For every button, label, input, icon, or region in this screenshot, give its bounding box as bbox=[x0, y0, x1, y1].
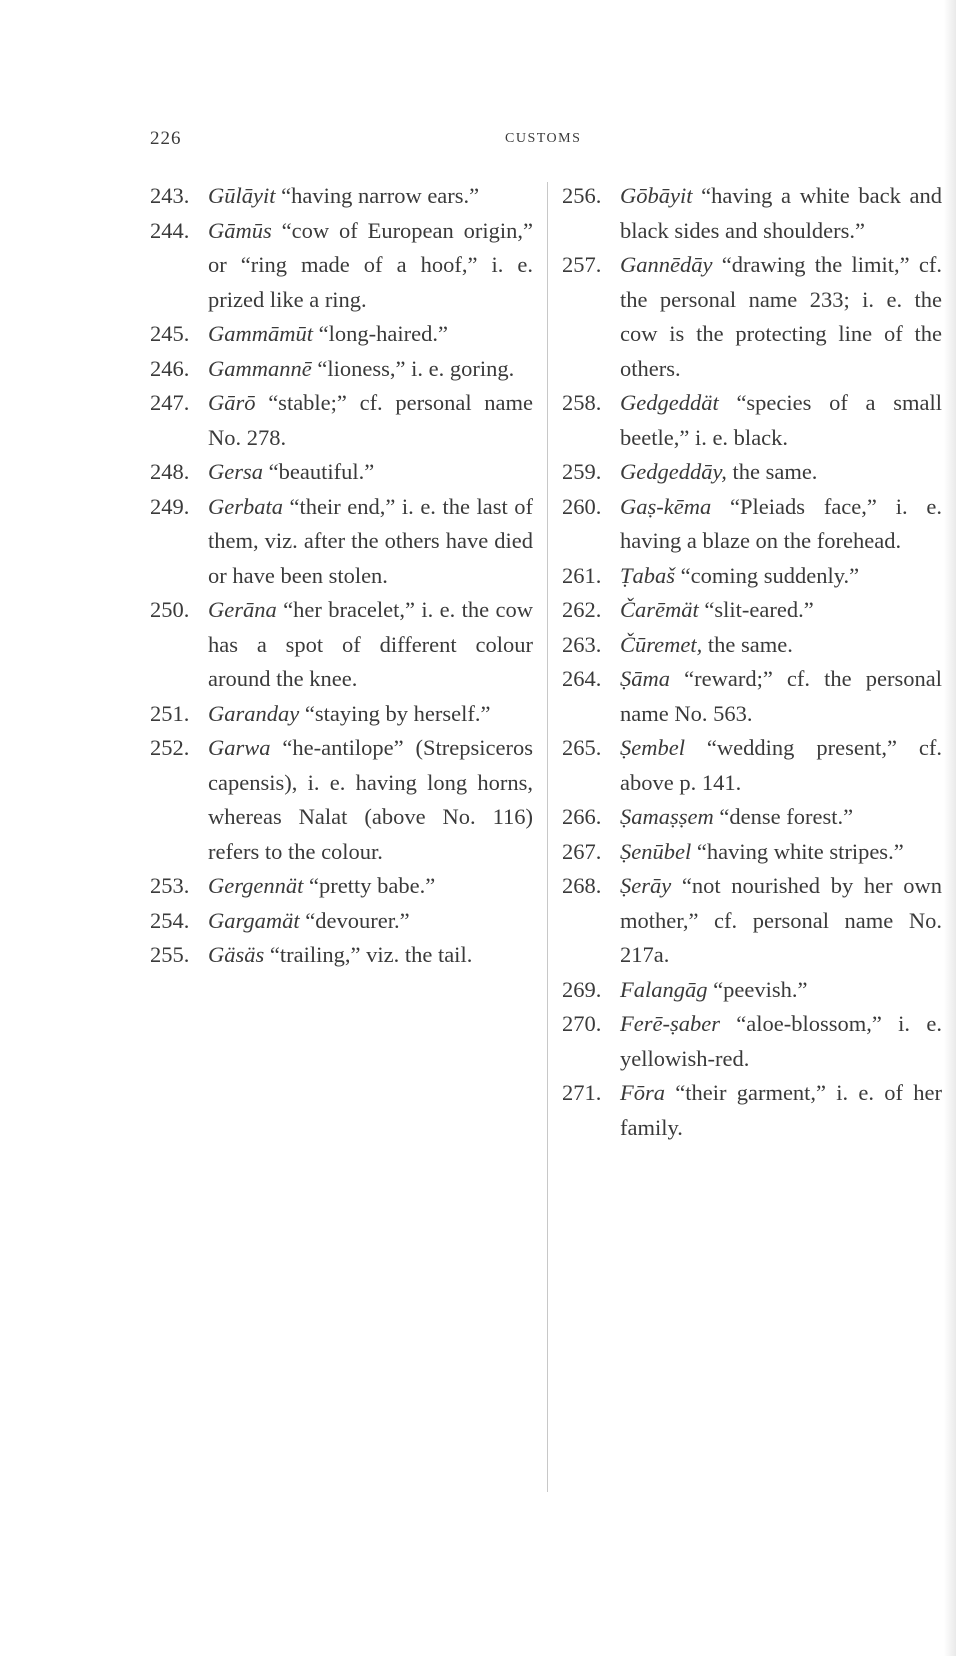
right-column bbox=[562, 179, 942, 1145]
entry-body bbox=[620, 490, 942, 559]
entry bbox=[562, 386, 942, 455]
entry-number: 259. bbox=[562, 459, 602, 484]
entry-body bbox=[208, 593, 533, 697]
entry-body bbox=[208, 352, 533, 387]
entry-definition: “her bracelet,” i. e. the cow has a spot of different colour around the knee. bbox=[208, 597, 533, 691]
entry-body bbox=[620, 559, 942, 594]
entry-number: 261. bbox=[562, 562, 602, 588]
entry-term: Gōbāyit bbox=[620, 183, 693, 208]
entry-definition: “reward;” cf. the personal name No. 563. bbox=[620, 666, 942, 726]
entry-definition: “devourer.” bbox=[299, 907, 410, 933]
entry-definition: “lioness,” i. e. goring. bbox=[311, 355, 515, 381]
entry-term: Garanday bbox=[208, 700, 300, 726]
entry bbox=[562, 455, 942, 490]
entry-body bbox=[208, 904, 533, 939]
entry bbox=[150, 938, 533, 973]
entry bbox=[562, 1007, 942, 1076]
entry bbox=[150, 593, 533, 697]
entry-term: Ṭabaš bbox=[620, 562, 676, 588]
entry-body bbox=[620, 731, 942, 800]
entry-definition: “peevish.” bbox=[707, 976, 808, 1002]
entry-body bbox=[620, 248, 942, 386]
entry-term: Gāmūs bbox=[208, 217, 272, 243]
entry-definition: “having narrow ears.” bbox=[275, 183, 480, 208]
entry-body bbox=[620, 179, 942, 248]
entry-number: 253. bbox=[150, 873, 190, 898]
entry-term: Gerāna bbox=[208, 597, 277, 622]
entry-term: Čūremet, bbox=[620, 631, 703, 657]
entry-body bbox=[208, 386, 533, 455]
entry-definition: “staying by herself.” bbox=[299, 700, 491, 726]
entry-definition: “wedding present,” cf. above p. 141. bbox=[620, 735, 942, 795]
entry bbox=[562, 973, 942, 1008]
entry bbox=[150, 869, 533, 904]
entry-body bbox=[208, 869, 533, 904]
entry-definition: the same. bbox=[702, 631, 793, 657]
entry bbox=[150, 455, 533, 490]
entry-term: Ṣāma bbox=[620, 666, 670, 691]
entry-body bbox=[620, 869, 942, 973]
entry bbox=[562, 1076, 942, 1145]
entry-term: Gūlāyit bbox=[208, 183, 276, 208]
entry-term: Čarēmät bbox=[620, 597, 699, 622]
entry bbox=[562, 490, 942, 559]
entry-term: Gedgeddāy, bbox=[620, 459, 727, 484]
entry-term: Gedgeddät bbox=[620, 390, 719, 415]
entry-definition: “trailing,” viz. the tail. bbox=[264, 942, 473, 967]
entry-term: Ṣamaṣṣem bbox=[620, 804, 714, 829]
entry bbox=[562, 835, 942, 870]
entry-body bbox=[208, 490, 533, 594]
entry bbox=[150, 352, 533, 387]
entry bbox=[562, 662, 942, 731]
entry-body bbox=[620, 455, 942, 490]
entry-definition: “species of a small beetle,” i. e. black. bbox=[620, 390, 942, 450]
entry-definition: “cow of European origin,” or “ring made of a hoof,” i. e. prized like a ring. bbox=[208, 217, 533, 312]
entry-definition: “Pleiads face,” i. e. having a blaze on the forehead. bbox=[620, 493, 942, 553]
entry-definition: “long-haired.” bbox=[313, 321, 448, 346]
entry-number: 249. bbox=[150, 493, 190, 519]
left-column bbox=[150, 179, 533, 973]
entry-definition: “their garment,” i. e. of her family. bbox=[620, 1080, 942, 1140]
entry-body bbox=[620, 800, 942, 835]
entry-number: 258. bbox=[562, 390, 602, 415]
page-header bbox=[150, 128, 940, 152]
entry-term: Gargamät bbox=[208, 907, 300, 933]
entry-body bbox=[620, 593, 942, 628]
entry-number: 244. bbox=[150, 217, 190, 243]
entry-definition: the same. bbox=[726, 459, 818, 484]
entry-body bbox=[208, 455, 533, 490]
entry-definition: “beautiful.” bbox=[263, 459, 375, 484]
column-divider bbox=[547, 182, 548, 1492]
entry-definition: “having a white back and black sides and shoulders.” bbox=[620, 183, 942, 243]
entry bbox=[562, 869, 942, 973]
entry-number: 270. bbox=[562, 1011, 602, 1036]
entry-term: Gäsäs bbox=[208, 942, 265, 967]
entry-body bbox=[620, 386, 942, 455]
entry-term: Fōra bbox=[620, 1080, 665, 1105]
entry-definition: “coming suddenly.” bbox=[675, 562, 860, 588]
entry bbox=[150, 904, 533, 939]
entry bbox=[562, 800, 942, 835]
entry-number: 263. bbox=[562, 631, 602, 657]
entry bbox=[562, 731, 942, 800]
entry-term: Gārō bbox=[208, 390, 256, 415]
entry-body bbox=[620, 973, 942, 1008]
entry bbox=[562, 559, 942, 594]
entry-body bbox=[620, 662, 942, 731]
entry bbox=[562, 593, 942, 628]
entry-term: Gersa bbox=[208, 459, 263, 484]
entry-number: 266. bbox=[562, 804, 602, 829]
entry-term: Ferē-ṣaber bbox=[620, 1011, 720, 1036]
entry-number: 271. bbox=[562, 1080, 602, 1105]
entry-number: 265. bbox=[562, 735, 602, 760]
entry-definition: “pretty babe.” bbox=[303, 873, 436, 898]
entry-body bbox=[208, 697, 533, 732]
entry-body bbox=[620, 1007, 942, 1076]
entry-body bbox=[620, 1076, 942, 1145]
entry-term: Ṣenūbel bbox=[620, 838, 692, 864]
entry-body bbox=[620, 835, 942, 870]
entry-definition: “their end,” i. e. the last of them, viz. after the others have died or have been stolen. bbox=[208, 493, 533, 588]
page-number: 226 bbox=[150, 128, 182, 149]
entry-body bbox=[620, 628, 942, 663]
entry-number: 267. bbox=[562, 838, 602, 864]
entry-definition: “having white stripes.” bbox=[691, 838, 904, 864]
entry-definition: “aloe-blossom,” i. e. yellowish-red. bbox=[620, 1011, 942, 1071]
entry-definition: “drawing the limit,” cf. the personal name 233; i. e. the cow is the protecting line of the others. bbox=[620, 252, 942, 381]
entry-definition: “dense forest.” bbox=[713, 804, 854, 829]
entry-term: Gammannē bbox=[208, 355, 312, 381]
entry bbox=[150, 179, 533, 214]
entry bbox=[150, 697, 533, 732]
entry-number: 255. bbox=[150, 942, 190, 967]
entry-number: 251. bbox=[150, 700, 190, 726]
entry-number: 250. bbox=[150, 597, 190, 622]
entry-body bbox=[208, 938, 533, 973]
page-edge-shadow bbox=[944, 0, 956, 1656]
entry-number: 268. bbox=[562, 873, 602, 898]
entry-term: Gaṣ-kēma bbox=[620, 493, 712, 519]
entry-definition: “slit-eared.” bbox=[698, 597, 814, 622]
entry-number: 247. bbox=[150, 390, 190, 415]
entry-body bbox=[208, 317, 533, 352]
entry bbox=[150, 731, 533, 869]
entry-number: 269. bbox=[562, 976, 602, 1002]
entry bbox=[150, 490, 533, 594]
entry bbox=[150, 386, 533, 455]
entry-definition: “he-antilope” (Strepsiceros capensis), i. e. having long horns, whereas Nalat (above No. 116) refers to the colour. bbox=[208, 735, 533, 864]
entry-number: 246. bbox=[150, 355, 190, 381]
entry bbox=[562, 248, 942, 386]
entry-term: Gammāmūt bbox=[208, 321, 313, 346]
entry-number: 252. bbox=[150, 735, 190, 760]
entry bbox=[562, 179, 942, 248]
entry-term: Gannēdāy bbox=[620, 252, 713, 277]
entry-number: 257. bbox=[562, 252, 602, 277]
entry-number: 243. bbox=[150, 183, 190, 208]
entry-term: Gergennät bbox=[208, 873, 304, 898]
entry-number: 264. bbox=[562, 666, 602, 691]
entry-body bbox=[208, 731, 533, 869]
entry bbox=[150, 214, 533, 318]
entry-term: Garwa bbox=[208, 735, 271, 760]
entry-number: 262. bbox=[562, 597, 602, 622]
entry-body bbox=[208, 214, 533, 318]
entry-number: 256. bbox=[562, 183, 602, 208]
entry-definition: “not nourished by her own mother,” cf. personal name No. 217a. bbox=[620, 873, 942, 967]
entry-number: 248. bbox=[150, 459, 190, 484]
running-head: CUSTOMS bbox=[505, 131, 582, 146]
entry bbox=[150, 317, 533, 352]
entry bbox=[562, 628, 942, 663]
entry-term: Gerbata bbox=[208, 493, 283, 519]
entry-body bbox=[208, 179, 533, 214]
entry-definition: “stable;” cf. personal name No. 278. bbox=[208, 390, 533, 450]
entry-term: Ṣerāy bbox=[620, 873, 672, 898]
entry-number: 254. bbox=[150, 907, 190, 933]
entry-number: 260. bbox=[562, 493, 602, 519]
entry-term: Ṣembel bbox=[620, 735, 685, 760]
entry-term: Falangāg bbox=[620, 976, 708, 1002]
entry-number: 245. bbox=[150, 321, 190, 346]
